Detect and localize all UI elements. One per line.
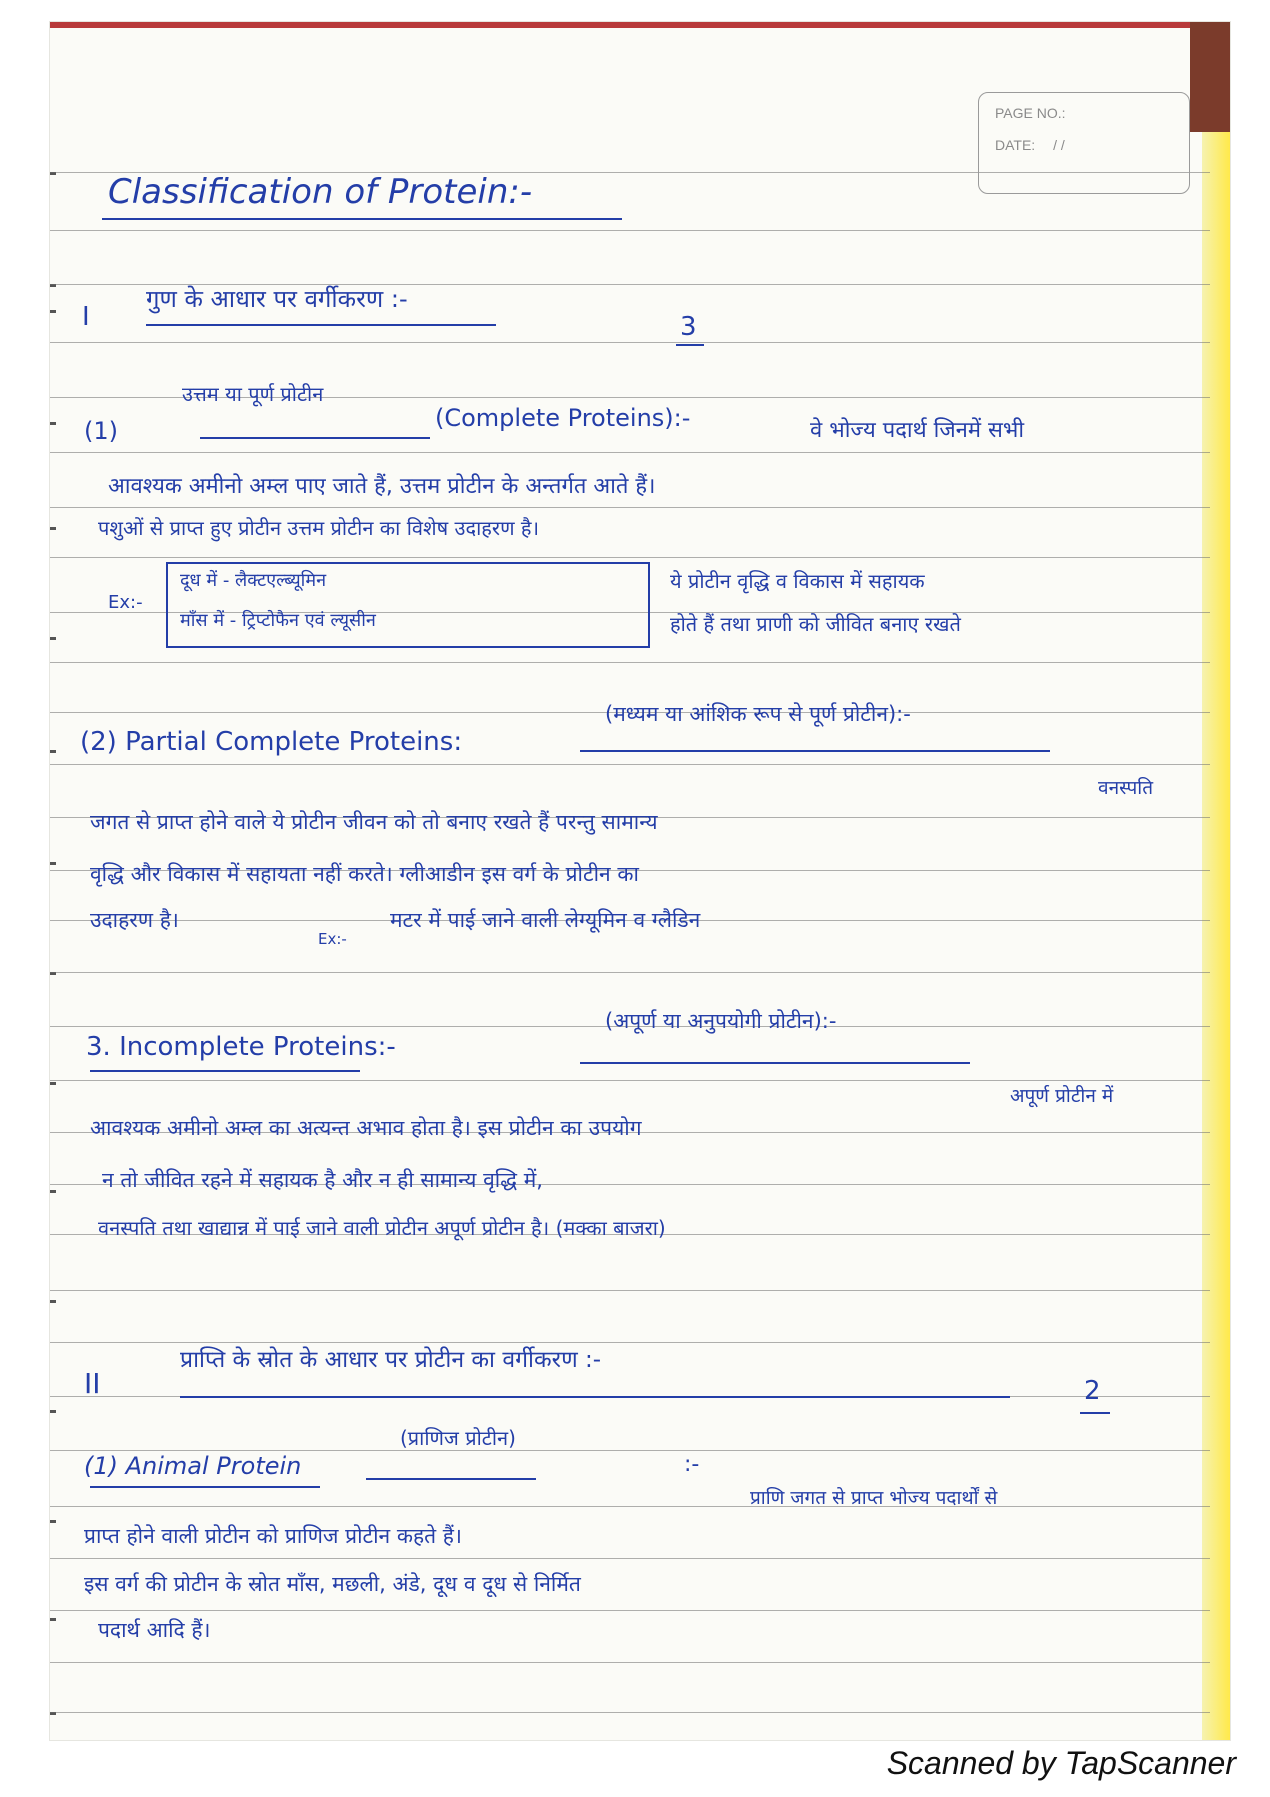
point-3-label-underline bbox=[90, 1070, 360, 1072]
point-4-line-1: प्राप्त होने वाली प्रोटीन को प्राणिज प्रोटीन कहते हैं। bbox=[84, 1524, 462, 1548]
ruled-line bbox=[50, 557, 1210, 558]
point-3-label: 3. Incomplete Proteins:- bbox=[86, 1032, 396, 1062]
scanner-watermark: Scanned by TapScanner bbox=[886, 1745, 1236, 1781]
section-2-heading: प्राप्ति के स्रोत के आधार पर प्रोटीन का वर्गीकरण :- bbox=[180, 1347, 602, 1373]
section-1-count: 3 bbox=[680, 312, 697, 342]
section-1-roman: I bbox=[82, 302, 90, 332]
point-1-label: (Complete Proteins):- bbox=[435, 404, 691, 432]
section-2-count: 2 bbox=[1084, 1376, 1101, 1406]
point-4-label: (1) Animal Protein bbox=[84, 1452, 302, 1480]
binding-marks bbox=[50, 22, 58, 1740]
ruled-line bbox=[50, 1610, 1210, 1611]
point-3-underline bbox=[580, 1062, 970, 1064]
point-2-line-3b: मटर में पाई जाने वाली लेग्यूमिन व ग्लैडिन bbox=[390, 908, 701, 932]
point-1-line-1: वे भोज्य पदार्थ जिनमें सभी bbox=[810, 418, 1025, 443]
section-2-count-underline bbox=[1080, 1412, 1110, 1414]
ruled-line bbox=[50, 1290, 1210, 1291]
point-4-line-3: पदार्थ आदि हैं। bbox=[98, 1618, 211, 1642]
point-1-line-2: आवश्यक अमीनो अम्ल पाए जाते हैं, उत्तम प्रोटीन के अन्तर्गत आते हैं। bbox=[108, 474, 656, 499]
point-1-number: (1) bbox=[84, 417, 118, 445]
point-2-underline bbox=[580, 750, 1050, 752]
point-1-underline bbox=[200, 437, 430, 439]
point-4-label-underline bbox=[90, 1486, 320, 1488]
ruled-line bbox=[50, 764, 1210, 765]
point-2-line-3a: उदाहरण है। bbox=[90, 908, 179, 932]
point-3-line-1: आवश्यक अमीनो अम्ल का अत्यन्त अभाव होता है। इस प्रोटीन का उपयोग bbox=[90, 1116, 642, 1140]
point-1-example-1: दूध में - लैक्टएल्ब्यूमिन bbox=[180, 570, 327, 591]
point-2-line-2: वृद्धि और विकास में सहायता नहीं करते। ग्लीआडीन इस वर्ग के प्रोटीन का bbox=[90, 862, 639, 886]
section-1-underline bbox=[146, 324, 496, 326]
point-2-wrap-word: वनस्पति bbox=[1098, 777, 1154, 799]
point-3-line-2: न तो जीवित रहने में सहायक है और न ही सामान्य वृद्धि में, bbox=[102, 1168, 543, 1192]
point-3-line-3: वनस्पति तथा खाद्यान्न में पाई जाने वाली प्रोटीन अपूर्ण प्रोटीन है। (मक्का बाजरा) bbox=[98, 1216, 666, 1240]
page-date-box bbox=[978, 92, 1190, 194]
ruled-line bbox=[50, 662, 1210, 663]
section-2-roman: II bbox=[84, 1367, 101, 1400]
point-1-line-3: पशुओं से प्राप्त हुए प्रोटीन उत्तम प्रोटीन का विशेष उदाहरण है। bbox=[98, 516, 540, 540]
point-2-hindi-title: (मध्यम या आंशिक रूप से पूर्ण प्रोटीन):- bbox=[605, 702, 911, 726]
section-2-underline bbox=[180, 1396, 1010, 1398]
point-1-hindi-title: उत्तम या पूर्ण प्रोटीन bbox=[182, 382, 324, 406]
ruled-line bbox=[50, 1712, 1210, 1713]
notebook-page bbox=[50, 22, 1230, 1740]
ruled-line bbox=[50, 1080, 1210, 1081]
point-4-underline bbox=[366, 1478, 536, 1480]
ruled-line bbox=[50, 507, 1210, 508]
ruled-line bbox=[50, 1558, 1210, 1559]
point-3-hindi-title: (अपूर्ण या अनुपयोगी प्रोटीन):- bbox=[605, 1009, 837, 1033]
ruled-line bbox=[50, 452, 1210, 453]
point-4-wrap-word: प्राणि जगत से प्राप्त भोज्य पदार्थों से bbox=[750, 1487, 998, 1509]
point-2-line-1: जगत से प्राप्त होने वाले ये प्रोटीन जीवन को तो बनाए रखते हैं परन्तु सामान्य bbox=[90, 810, 658, 834]
page-right-edge bbox=[1202, 22, 1230, 1740]
date-label: DATE: / / bbox=[995, 137, 1065, 153]
page-top-edge bbox=[50, 22, 1230, 28]
ruled-line bbox=[50, 230, 1210, 231]
count-underline bbox=[676, 344, 704, 346]
ruled-line bbox=[50, 1450, 1210, 1451]
ruled-line bbox=[50, 1662, 1210, 1663]
point-3-wrap-word: अपूर्ण प्रोटीन में bbox=[1010, 1085, 1114, 1107]
point-1-note-2: होते हैं तथा प्राणी को जीवित बनाए रखते bbox=[670, 612, 961, 636]
title-underline bbox=[102, 218, 622, 220]
section-1-heading: गुण के आधार पर वर्गीकरण :- bbox=[146, 285, 408, 313]
ruled-line bbox=[50, 342, 1210, 343]
point-1-note-1: ये प्रोटीन वृद्धि व विकास में सहायक bbox=[670, 569, 925, 593]
point-4-hindi-title: (प्राणिज प्रोटीन) bbox=[400, 1426, 516, 1450]
corner-artwork bbox=[1190, 22, 1230, 132]
point-4-colon: :- bbox=[684, 1452, 700, 1477]
point-1-example-2: माँस में - ट्रिप्टोफैन एवं ल्यूसीन bbox=[180, 610, 376, 631]
ruled-line bbox=[50, 972, 1210, 973]
point-4-line-2: इस वर्ग की प्रोटीन के स्रोत माँस, मछली, अंडे, दूध व दूध से निर्मित bbox=[84, 1572, 581, 1596]
page-title: Classification of Protein:- bbox=[108, 172, 533, 212]
point-2-label: (2) Partial Complete Proteins: bbox=[80, 727, 463, 757]
ruled-line bbox=[50, 1506, 1210, 1507]
point-1-ex-label: Ex:- bbox=[108, 592, 143, 613]
page-no-label: PAGE NO.: bbox=[995, 105, 1066, 121]
point-2-ex-label: Ex:- bbox=[318, 930, 347, 948]
